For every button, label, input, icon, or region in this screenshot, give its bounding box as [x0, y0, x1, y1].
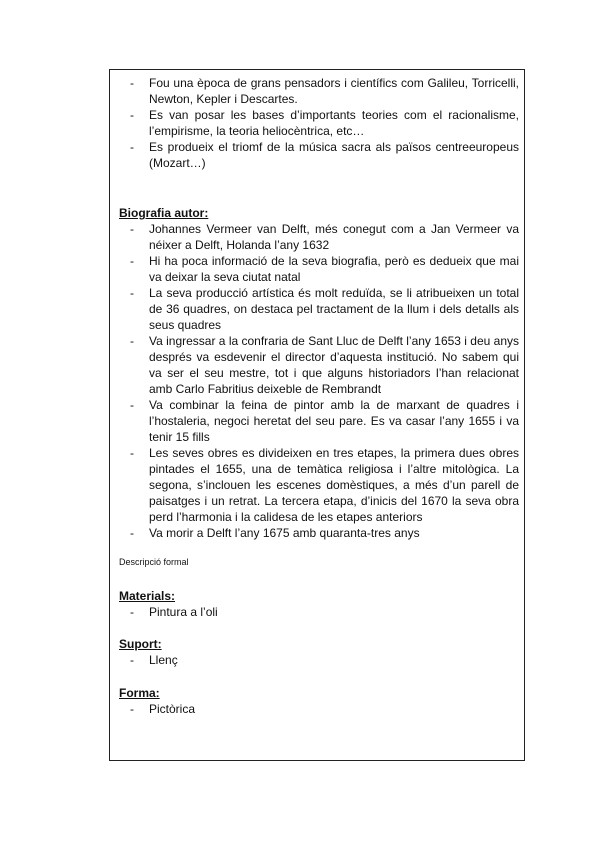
biografia-heading: Biografia autor:: [119, 206, 209, 220]
dash-marker: -: [130, 254, 134, 268]
dash-marker: -: [130, 398, 134, 412]
intro-list: [119, 75, 519, 171]
list-item: [119, 107, 519, 139]
list-item-text: Pictòrica: [149, 702, 196, 716]
list-item: [119, 221, 519, 253]
list-item: [119, 701, 519, 717]
materials-list: [119, 604, 519, 620]
dash-marker: -: [130, 702, 134, 716]
list-item: [119, 445, 519, 525]
dash-marker: -: [130, 526, 134, 540]
dash-marker: -: [130, 605, 134, 619]
list-item: [119, 397, 519, 445]
list-item-text: Va combinar la feina de pintor amb la de marxant de quadres i l’hostaleria, negoci heretat del seu pare. Es va casar l’any 1655 i va tenir 15 fills: [149, 398, 519, 444]
dash-marker: -: [130, 108, 134, 122]
list-item: [119, 604, 519, 620]
list-item: [119, 333, 519, 397]
list-item-text: Es produeix el triomf de la música sacra als països centreeuropeus (Mozart…): [149, 140, 519, 170]
list-item: [119, 139, 519, 171]
dash-marker: -: [130, 76, 134, 90]
dash-marker: -: [130, 334, 134, 348]
list-item-text: Llenç: [149, 653, 178, 667]
list-item-text: Va morir a Delft l’any 1675 amb quaranta-tres anys: [149, 526, 420, 540]
dash-marker: -: [130, 286, 134, 300]
list-item-text: Es van posar les bases d’importants teories com el racionalisme, l’empirisme, la teoria heliocèntrica, etc…: [149, 108, 519, 138]
list-item-text: La seva producció artística és molt reduïda, se li atribueixen un total de 36 quadres, on destaca pel tractament de la llum i dels detalls als seus quadres: [149, 286, 519, 332]
descripcio-formal-label: Descripció formal: [119, 557, 189, 567]
suport-list: [119, 652, 519, 668]
forma-list: [119, 701, 519, 717]
list-item-text: Pintura a l’oli: [149, 605, 218, 619]
dash-marker: -: [130, 653, 134, 667]
forma-heading: Forma:: [119, 686, 160, 700]
list-item: [119, 75, 519, 107]
list-item-text: Les seves obres es divideixen en tres etapes, la primera dues obres pintades el 1655, una de temàtica religiosa i l’altre mitològica. La segona, s’inclouen les escenes domèstiques, a més d’un parell de paisatges i un retrat. La tercera etapa, d’inicis del 1670 la seva obra perd l’harmonia i la calidesa de les etapes anteriors: [149, 446, 519, 524]
materials-heading: Materials:: [119, 589, 176, 603]
list-item: [119, 652, 519, 668]
dash-marker: -: [130, 140, 134, 154]
dash-marker: -: [130, 446, 134, 460]
suport-heading: Suport:: [119, 637, 162, 651]
list-item-text: Hi ha poca informació de la seva biografia, però es dedueix que mai va deixar la seva ciutat natal: [149, 254, 519, 284]
list-item-text: Fou una època de grans pensadors i científics com Galileu, Torricelli, Newton, Kepler i Descartes.: [149, 76, 519, 106]
list-item-text: Va ingressar a la confraria de Sant Lluc de Delft l’any 1653 i deu anys després va esdevenir el director d’aquesta institució. No sabem qui va ser el seu mestre, tot i que alguns historiadors l’han relacionat amb Carlo Fabritius deixeble de Rembrandt: [149, 334, 519, 396]
list-item: [119, 525, 519, 541]
dash-marker: -: [130, 222, 134, 236]
document-body: [119, 75, 519, 717]
biografia-list: [119, 221, 519, 541]
list-item-text: Johannes Vermeer van Delft, més conegut com a Jan Vermeer va néixer a Delft, Holanda l’any 1632: [149, 222, 519, 252]
list-item: [119, 285, 519, 333]
list-item: [119, 253, 519, 285]
